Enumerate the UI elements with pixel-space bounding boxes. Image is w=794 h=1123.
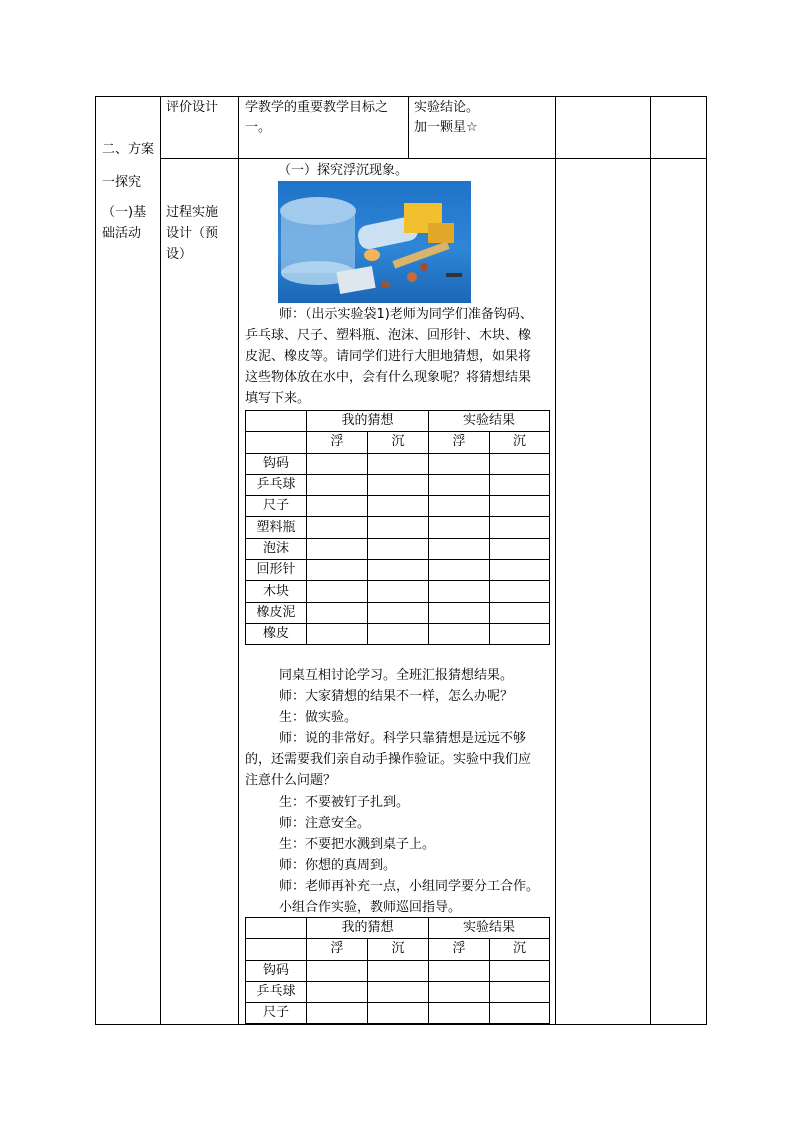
paragraph-line: 乒乓球、尺子、塑料瓶、泡沫、回形针、木块、橡 — [245, 328, 532, 343]
paragraph-line: 这些物体放在水中，会有什么现象呢？将猜想结果 — [245, 370, 532, 385]
table-row — [246, 538, 550, 559]
table-cell — [429, 1003, 490, 1024]
table-row-label: 乒乓球 — [246, 981, 307, 1002]
table-cell — [490, 560, 550, 581]
table-cell — [368, 1003, 429, 1024]
dialog-line: 注意什么问题？ — [245, 773, 337, 788]
dialog-line: 师：你想的真周到。 — [279, 858, 397, 873]
table-row — [246, 602, 550, 623]
table-row — [246, 981, 550, 1002]
table-subheader-cell: 浮 — [429, 939, 490, 960]
row1-result-line: 加一颗星☆ — [414, 120, 478, 135]
table-row — [246, 1003, 550, 1024]
table-cell — [368, 538, 429, 559]
table-cell — [490, 517, 550, 538]
paragraph-line: 皮泥、橡皮等。请同学们进行大胆地猜想，如果将 — [245, 349, 532, 364]
section-heading: （一）探究浮沉现象。 — [278, 163, 409, 178]
table-row-label: 乒乓球 — [246, 474, 307, 495]
table-subheader-cell: 浮 — [429, 432, 490, 453]
table-cell — [490, 496, 550, 517]
table-cell — [490, 981, 550, 1002]
table-row-label: 钩码 — [246, 453, 307, 474]
table-header-row — [246, 918, 550, 939]
section-label-line: 一探究 — [102, 175, 142, 190]
table-cell — [368, 981, 429, 1002]
table-cell — [307, 474, 368, 495]
table-row — [246, 560, 550, 581]
table-cell — [429, 581, 490, 602]
table-row-label: 尺子 — [246, 1003, 307, 1024]
table-row-label: 木块 — [246, 581, 307, 602]
table-cell — [429, 474, 490, 495]
table-cell — [429, 623, 490, 644]
table-subheader-row — [246, 432, 550, 453]
row2-label-line: 设计（预 — [166, 226, 219, 241]
table-subheader-cell: 浮 — [307, 432, 368, 453]
column-divider-3 — [408, 96, 409, 158]
table-cell — [490, 1003, 550, 1024]
table-header-guess: 我的猜想 — [307, 918, 429, 939]
column-divider-1 — [160, 96, 161, 1025]
table-row — [246, 581, 550, 602]
table-row-label: 橡皮 — [246, 623, 307, 644]
table-cell — [368, 581, 429, 602]
table-cell — [368, 474, 429, 495]
table-cell — [368, 960, 429, 981]
section-label-line: 二、方案 — [102, 142, 155, 157]
table-cell — [490, 602, 550, 623]
table-subheader-row — [246, 939, 550, 960]
table-row-label: 回形针 — [246, 560, 307, 581]
table-subheader-cell: 浮 — [307, 939, 368, 960]
row-divider — [160, 158, 707, 159]
table-cell — [307, 538, 368, 559]
table-row-label: 塑料瓶 — [246, 517, 307, 538]
section-label-line: （一)基 — [102, 205, 147, 220]
table-cell — [307, 602, 368, 623]
table-cell — [307, 981, 368, 1002]
table-header-result: 实验结果 — [429, 918, 550, 939]
table-cell — [307, 1003, 368, 1024]
table-header-row — [246, 411, 550, 432]
table-subheader-cell: 沉 — [368, 432, 429, 453]
table-cell — [429, 602, 490, 623]
table-cell — [490, 581, 550, 602]
table-cell — [368, 517, 429, 538]
table-corner-cell — [246, 939, 307, 960]
table-header-result: 实验结果 — [429, 411, 550, 432]
table-cell — [429, 981, 490, 1002]
dialog-line: 生：不要被钉子扎到。 — [279, 795, 410, 810]
experiment-materials-photo — [278, 181, 471, 303]
table-cell — [368, 453, 429, 474]
table-cell — [490, 623, 550, 644]
table-left-border — [95, 96, 96, 1025]
dialog-line: 同桌互相讨论学习。全班汇报猜想结果。 — [279, 668, 514, 683]
table-corner-cell — [246, 432, 307, 453]
table-cell — [490, 453, 550, 474]
table-row-label: 尺子 — [246, 496, 307, 517]
table-header-guess: 我的猜想 — [307, 411, 429, 432]
table-right-border — [706, 96, 707, 1025]
table-row — [246, 623, 550, 644]
dialog-line: 师：说的非常好。科学只靠猜想是远远不够 — [279, 731, 527, 746]
paragraph-line: 填写下来。 — [245, 391, 311, 406]
table-cell — [490, 960, 550, 981]
row1-content-line: 一。 — [245, 120, 272, 135]
table-cell — [368, 560, 429, 581]
table-subheader-cell: 沉 — [368, 939, 429, 960]
dialog-line: 师：大家猜想的结果不一样，怎么办呢？ — [279, 689, 514, 704]
table-cell — [429, 453, 490, 474]
table-row — [246, 960, 550, 981]
dialog-line: 生：不要把水溅到桌子上。 — [279, 837, 436, 852]
row2-label-line: 过程实施 — [166, 205, 219, 220]
dialog-line: 生：做实验。 — [279, 710, 358, 725]
table-cell — [307, 581, 368, 602]
table-corner-cell — [246, 411, 307, 432]
table-corner-cell — [246, 918, 307, 939]
table-subheader-cell: 沉 — [490, 432, 550, 453]
table-cell — [429, 560, 490, 581]
table-top-border — [95, 96, 707, 97]
table-cell — [429, 960, 490, 981]
guess-table-1 — [245, 410, 550, 645]
dialog-line: 的，还需要我们亲自动手操作验证。实验中我们应 — [245, 752, 532, 767]
table-cell — [368, 496, 429, 517]
column-divider-4 — [555, 96, 556, 1025]
table-cell — [368, 623, 429, 644]
table-cell — [429, 517, 490, 538]
column-divider-5 — [650, 96, 651, 1025]
table-subheader-cell: 沉 — [490, 939, 550, 960]
table-row-label: 钩码 — [246, 960, 307, 981]
table-cell — [307, 960, 368, 981]
row1-content-line: 学教学的重要教学目标之 — [245, 100, 389, 115]
table-row — [246, 496, 550, 517]
photo-drawing — [278, 181, 471, 303]
table-cell — [307, 496, 368, 517]
table-cell — [307, 560, 368, 581]
paragraph-line: 师：（出示实验袋1)老师为同学们准备钩码、 — [279, 307, 533, 322]
dialog-line: 师：老师再补充一点，小组同学要分工合作。 — [279, 879, 540, 894]
table-row-label: 橡皮泥 — [246, 602, 307, 623]
table-cell — [429, 496, 490, 517]
row1-label: 评价设计 — [166, 100, 219, 115]
table-cell — [307, 453, 368, 474]
table-row-label: 泡沫 — [246, 538, 307, 559]
row1-result-line: 实验结论。 — [414, 100, 480, 115]
guess-table-2 — [245, 917, 550, 1024]
table-cell — [490, 538, 550, 559]
row2-label-line: 设） — [166, 247, 193, 262]
table-row — [246, 453, 550, 474]
table-cell — [429, 538, 490, 559]
dialog-line: 师：注意安全。 — [279, 816, 371, 831]
table-cell — [368, 602, 429, 623]
table-cell — [307, 517, 368, 538]
dialog-line: 小组合作实验，教师巡回指导。 — [279, 900, 462, 915]
table-cell — [490, 474, 550, 495]
table-cell — [307, 623, 368, 644]
column-divider-2 — [238, 96, 239, 1025]
table-row — [246, 517, 550, 538]
table-row — [246, 474, 550, 495]
section-label-line: 础活动 — [102, 226, 142, 241]
